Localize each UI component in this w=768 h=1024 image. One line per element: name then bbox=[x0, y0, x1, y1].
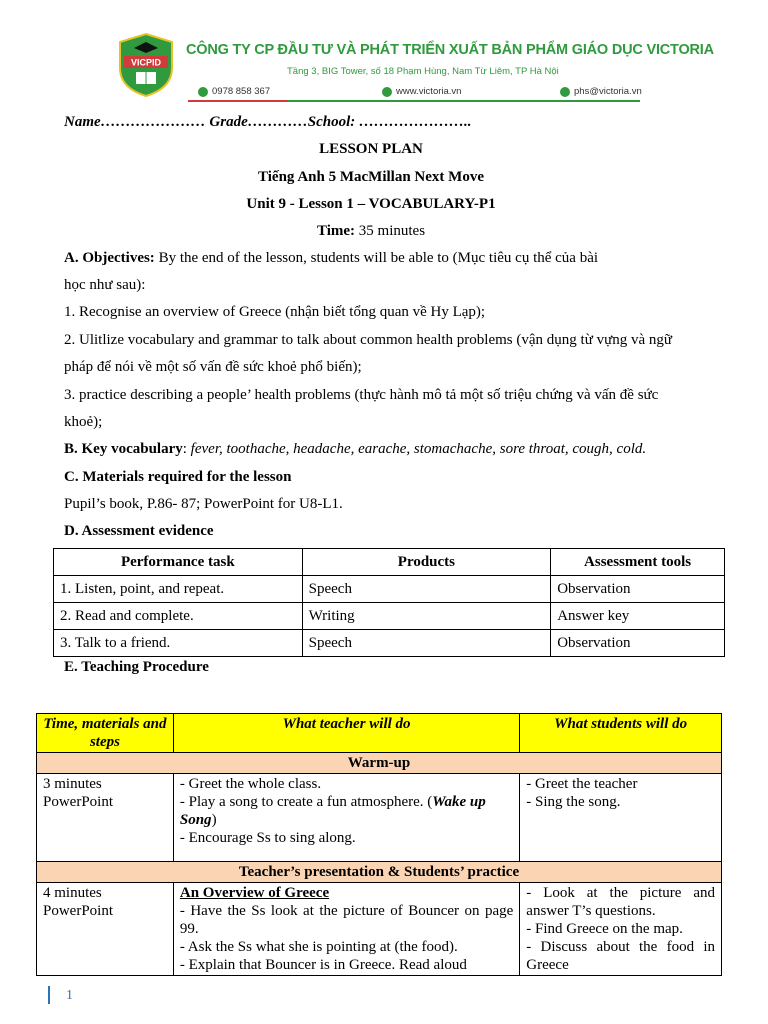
teacher-step-text: - Play a song to create a fun atmosphere. ( bbox=[179, 794, 433, 810]
procedure-header-row bbox=[37, 714, 722, 753]
phone-contact bbox=[198, 86, 270, 97]
time-cell bbox=[37, 883, 174, 976]
time-value: 35 minutes bbox=[355, 223, 426, 239]
table-row bbox=[37, 883, 722, 976]
table-row bbox=[54, 603, 725, 630]
table-cell: Writing bbox=[302, 603, 551, 630]
table-cell: Observation bbox=[551, 576, 725, 603]
objective-2: 2. Ulitlize vocabulary and grammar to talk about common health problems (vận dụng từ vựng và ngữ bbox=[64, 332, 672, 348]
section-row-warmup bbox=[37, 753, 722, 774]
page-number-bar bbox=[48, 986, 50, 1004]
header-rule bbox=[188, 100, 640, 102]
phone-text: 0978 858 367 bbox=[212, 86, 271, 97]
activity-heading: An Overview of Greece bbox=[179, 885, 330, 901]
form-line: Name………………… Grade…………School: ………………….. bbox=[64, 114, 472, 130]
student-cell bbox=[520, 774, 722, 862]
key-vocabulary bbox=[64, 441, 646, 458]
teacher-cell bbox=[173, 883, 519, 976]
section-title: Teacher’s presentation & Students’ practice bbox=[37, 862, 722, 883]
globe-icon bbox=[382, 87, 392, 97]
procedure-heading: E. Teaching Procedure bbox=[64, 659, 209, 675]
column-header: What students will do bbox=[520, 714, 722, 753]
section-row-presentation bbox=[37, 862, 722, 883]
student-step: - Sing the song. bbox=[526, 794, 621, 810]
company-address: Tầng 3, BIG Tower, số 18 Phạm Hùng, Nam Từ Liêm, TP Hà Nội bbox=[287, 66, 559, 77]
letterhead bbox=[110, 30, 714, 108]
teacher-step bbox=[180, 793, 513, 829]
time-label: Time: bbox=[316, 223, 356, 239]
page-number: 1 bbox=[66, 988, 73, 1003]
table-row bbox=[37, 774, 722, 862]
student-step: - Find Greece on the map. bbox=[526, 921, 683, 937]
table-row bbox=[54, 630, 725, 657]
table-cell: Speech bbox=[302, 630, 551, 657]
objectives-intro-2: học như sau): bbox=[64, 277, 146, 293]
teacher-step-text: ) bbox=[211, 812, 217, 828]
website-text: www.victoria.vn bbox=[396, 86, 462, 97]
table-cell: 2. Read and complete. bbox=[54, 603, 303, 630]
objective-2-cont: pháp để nói về một số vấn đề sức khoẻ phổ biến); bbox=[64, 359, 362, 375]
objective-3: 3. practice describing a people’ health problems (thực hành mô tả một số triệu chứng và vấn đề sức bbox=[64, 387, 659, 403]
student-step: - Look at the picture and answer T’s questions. bbox=[526, 885, 715, 919]
vocab-colon: : bbox=[182, 441, 191, 457]
page-subtitle: Tiếng Anh 5 MacMillan Next Move bbox=[258, 169, 484, 185]
table-header-row bbox=[54, 549, 725, 576]
table-cell: Speech bbox=[302, 576, 551, 603]
unit-title: Unit 9 - Lesson 1 – VOCABULARY-P1 bbox=[246, 196, 496, 212]
website-contact bbox=[382, 86, 461, 97]
column-header: Assessment tools bbox=[551, 549, 725, 576]
table-cell: 1. Listen, point, and repeat. bbox=[54, 576, 303, 603]
teacher-step: - Explain that Bouncer is in Greece. Read aloud bbox=[179, 957, 467, 973]
column-header: Performance task bbox=[54, 549, 303, 576]
procedure-table bbox=[36, 713, 722, 976]
objectives-intro bbox=[64, 250, 598, 267]
teacher-cell bbox=[173, 774, 519, 862]
assessment-heading: D. Assessment evidence bbox=[64, 523, 214, 539]
email-contact bbox=[560, 86, 642, 97]
step-time: 3 minutes bbox=[43, 776, 102, 792]
student-step: - Discuss about the food in Greece bbox=[526, 939, 715, 973]
objectives-text: By the end of the lesson, students will be able to (Mục tiêu cụ thể của bài bbox=[154, 250, 599, 266]
step-material: PowerPoint bbox=[43, 903, 114, 919]
column-header: What teacher will do bbox=[173, 714, 519, 753]
step-material: PowerPoint bbox=[43, 794, 114, 810]
section-title: Warm-up bbox=[37, 753, 722, 774]
student-step: - Greet the teacher bbox=[526, 776, 638, 792]
column-header: Products bbox=[302, 549, 551, 576]
teacher-step: - Have the Ss look at the picture of Bouncer on page 99. bbox=[179, 903, 514, 937]
teacher-step: - Greet the whole class. bbox=[179, 776, 322, 792]
time-cell bbox=[37, 774, 174, 862]
teacher-step: - Encourage Ss to sing along. bbox=[179, 830, 356, 846]
phone-icon bbox=[198, 87, 208, 97]
table-cell: Observation bbox=[551, 630, 725, 657]
vicpid-logo bbox=[114, 32, 178, 98]
teacher-step: - Ask the Ss what she is pointing at (the food). bbox=[179, 939, 458, 955]
company-name: CÔNG TY CP ĐẦU TƯ VÀ PHÁT TRIỂN XUẤT BẢN PHẨM GIÁO DỤC VICTORIA bbox=[186, 42, 714, 58]
vocab-words: fever, toothache, headache, earache, stomachache, sore throat, cough, cold. bbox=[190, 441, 647, 457]
objectives-label: A. Objectives: bbox=[64, 250, 155, 266]
objective-3-cont: khoẻ); bbox=[64, 414, 103, 430]
lesson-time bbox=[0, 223, 742, 240]
logo-text: VICPID bbox=[130, 57, 162, 68]
step-time: 4 minutes bbox=[43, 885, 102, 901]
table-cell: 3. Talk to a friend. bbox=[54, 630, 303, 657]
column-header: Time, materials and steps bbox=[37, 714, 174, 753]
student-cell bbox=[520, 883, 722, 976]
table-row bbox=[54, 576, 725, 603]
table-cell: Answer key bbox=[551, 603, 725, 630]
objective-1: 1. Recognise an overview of Greece (nhận biết tổng quan về Hy Lạp); bbox=[64, 304, 486, 320]
song-name: Wake up Song bbox=[179, 794, 486, 828]
materials-heading: C. Materials required for the lesson bbox=[64, 469, 292, 485]
mail-icon bbox=[560, 87, 570, 97]
vocab-label: B. Key vocabulary bbox=[64, 441, 183, 457]
materials-text: Pupil’s book, P.86- 87; PowerPoint for U8-L1. bbox=[64, 496, 343, 512]
email-text: phs@victoria.vn bbox=[574, 86, 642, 97]
page-title: LESSON PLAN bbox=[319, 141, 423, 157]
assessment-table bbox=[53, 548, 725, 657]
